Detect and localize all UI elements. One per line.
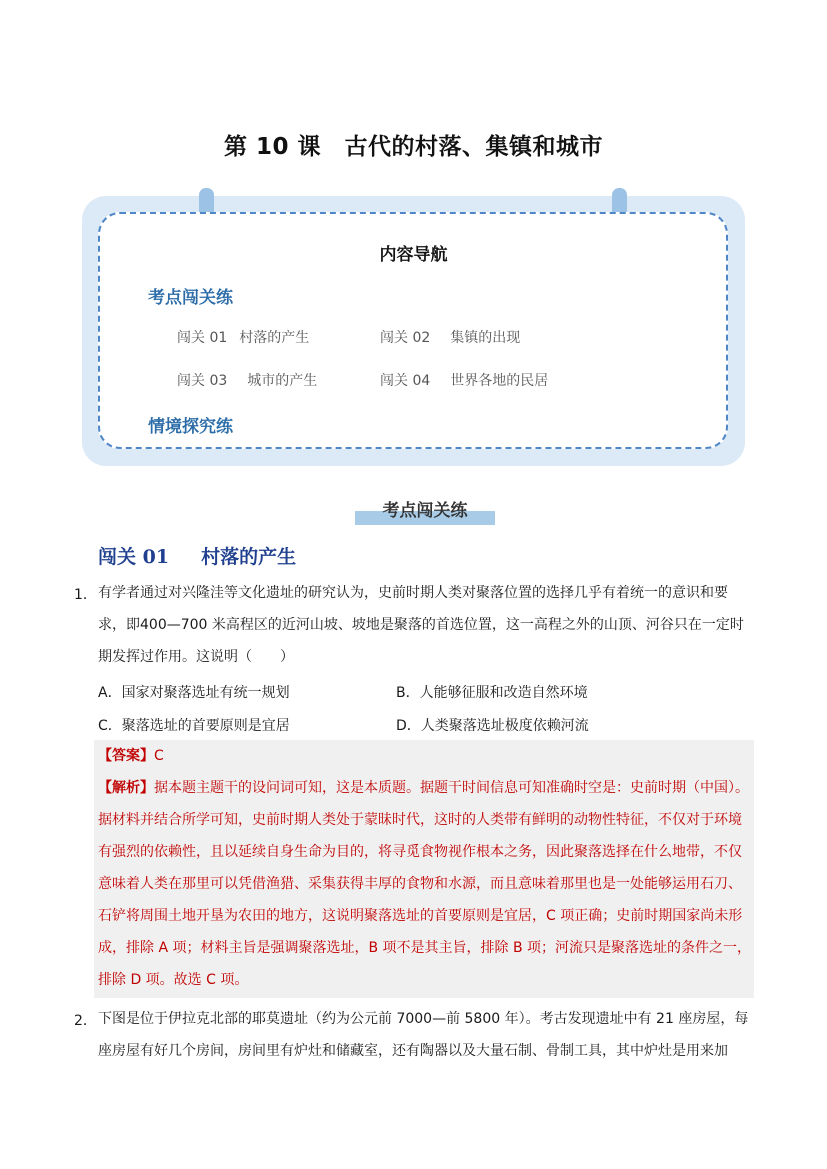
answer-value: C <box>154 748 164 764</box>
question-1-analysis <box>98 772 754 996</box>
nav-item-level-03[interactable] <box>177 370 317 390</box>
level-heading <box>98 542 296 569</box>
page-title: 第 10 课 古代的村落、集镇和城市 <box>223 134 604 160</box>
nav-item-level: 闯关 01 <box>177 330 228 346</box>
analysis-text: 据本题主题干的设问词可知，这是本质题。据题干时间信息可知准确时空是：史前时期（中国）。据材料并结合所学可知，史前时期人类处于蒙昧时代，这时的人类带有鲜明的动物性特征，不仅对于环境有强烈的依赖性，且以延续自身生命为目的，将寻觅食物视作根本之务，因此聚落选择在什么地带，不仅意味着人类在那里可以凭借渔猎、采集获得丰厚的食物和水源，而且意味着那里也是一处能够运用石刀、石铲将周围土地开垦为农田的地方，这说明聚落选址的首要原则是宜居，C 项正确；史前时期国家尚未形成，排除 A 项；材料主旨是强调聚落选址，B 项不是其主旨，排除 B 项；河流只是聚落选址的条件之一，排除 D 项。故选 C 项。 <box>98 780 752 988</box>
question-1-option-a[interactable]: A．国家对聚落选址有统一规划 <box>98 685 290 701</box>
nav-item-level-04[interactable] <box>380 370 548 390</box>
question-2-stem: 下图是位于伊拉克北部的耶莫遗址（约为公元前 7000—前 5800 年）。考古发现遗址中有 21 座房屋，每座房屋有好几个房间，房间里有炉灶和储藏室，还有陶器以及大量石制、骨制工具，其中炉灶是用来加 <box>98 1011 749 1059</box>
analysis-tag: 【解析】 <box>98 780 154 796</box>
level-code: 闯关 01 <box>98 546 170 568</box>
nav-item-topic: 城市的产生 <box>247 373 318 389</box>
nav-item-level: 闯关 02 <box>380 330 431 346</box>
level-name: 村落的产生 <box>201 546 297 568</box>
nav-item-level: 闯关 04 <box>380 373 431 389</box>
nav-item-level: 闯关 03 <box>177 373 228 389</box>
question-2-number: 2． <box>74 1013 97 1029</box>
question-1-option-c[interactable]: C．聚落选址的首要原则是宜居 <box>98 718 290 734</box>
answer-tag: 【答案】 <box>98 748 154 764</box>
question-1-option-b[interactable]: B．人能够征服和改造自然环境 <box>396 685 588 701</box>
section-banner <box>355 493 495 525</box>
nav-item-topic: 集镇的出现 <box>450 330 521 346</box>
banner-text: 考点闯关练 <box>382 501 468 521</box>
question-1-stem: 有学者通过对兴隆洼等文化遗址的研究认为，史前时期人类对聚落位置的选择几乎有着统一的意识和要求，即400—700 米高程区的近河山坡、坡地是聚落的首选位置，这一高程之外的山顶、河谷只在一定时期发挥过作用。这说明（ ） <box>98 585 744 665</box>
question-1-answer <box>98 745 164 765</box>
nav-item-topic: 村落的产生 <box>239 330 310 346</box>
question-1-number: 1． <box>74 587 97 603</box>
nav-section-scenario[interactable]: 情境探究练 <box>148 417 233 437</box>
nav-item-topic: 世界各地的民居 <box>450 373 549 389</box>
nav-item-level-02[interactable] <box>380 327 520 347</box>
nav-section-checkpoint[interactable]: 考点闯关练 <box>148 288 233 308</box>
nav-heading: 内容导航 <box>379 245 448 265</box>
nav-item-level-01[interactable] <box>177 327 309 347</box>
question-1-option-d[interactable]: D．人类聚落选址极度依赖河流 <box>396 718 589 734</box>
